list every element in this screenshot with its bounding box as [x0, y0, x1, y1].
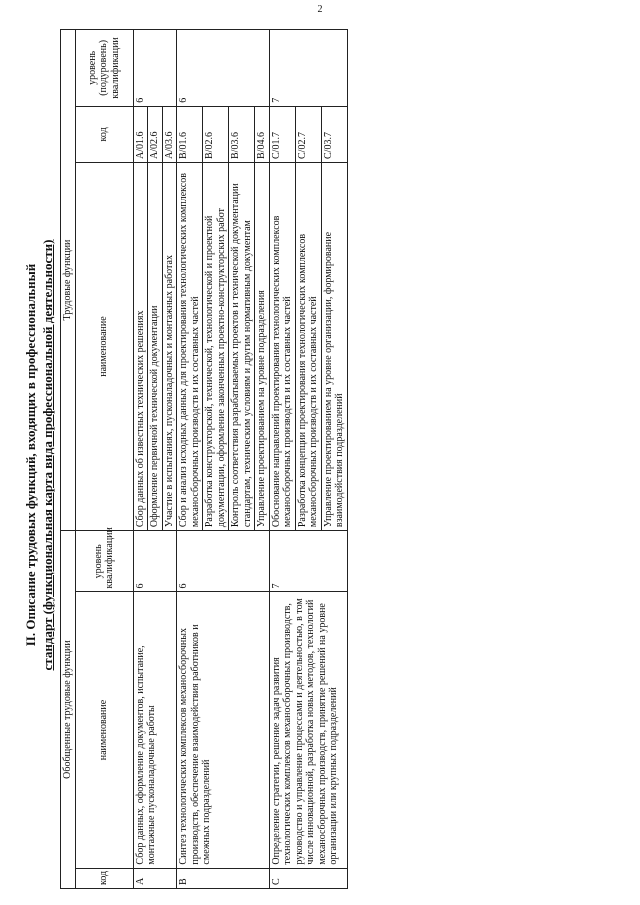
gen-level: 6 — [177, 531, 270, 592]
func-name: Оформление первичной технической документации — [148, 162, 163, 530]
functional-map-table — [60, 29, 348, 889]
gen-name: Сбор данных, оформление документов, испытание, монтажные пусконаладочные работы — [133, 592, 177, 868]
func-name: Сбор и анализ исходных данных для проектирования технологических комплексов механосборочных производств и их составных частей — [177, 162, 203, 530]
func-name: Обоснование направлений проектирования технологических комплексов механосборочных производств и их составных частей — [269, 162, 295, 530]
gen-level: 7 — [269, 531, 347, 592]
func-name: Участие в испытаниях, пусконаладочных и монтажных работах — [162, 162, 177, 530]
func-code: B/04.6 — [255, 106, 270, 162]
header-name2: наименование — [75, 162, 133, 530]
header-qual-level: уровень квалификации — [75, 531, 133, 592]
section-subtitle: стандарт (функциональная карта вида профессиональной деятельности) — [40, 239, 55, 671]
gen-name: Определение стратегии, решение задач развития технологических комплексов механосборочных производств, руководство и управление процессами и деятельностью, в том числе инновационной, разработка новых методов, технологий механосборочных производств, принятие решений на уровне организации или крупных подразделений — [269, 592, 347, 868]
func-name: Контроль соответствия разрабатываемых проектов и технической документации стандартам, техническим условиям и другим нормативным документам — [229, 162, 255, 530]
section-title: II. Описание трудовых функций, входящих в профессиональный — [23, 263, 38, 647]
gen-code: A — [133, 868, 177, 888]
func-code: B/03.6 — [229, 106, 255, 162]
gen-level: 6 — [133, 531, 177, 592]
func-name: Управление проектированием на уровне подразделения — [255, 162, 270, 530]
func-name: Разработка концепции проектирования технологических комплексов механосборочных производств и их составных частей — [295, 162, 321, 530]
func-code: C/01.7 — [269, 106, 295, 162]
func-code: B/02.6 — [203, 106, 229, 162]
func-sublevel: 7 — [269, 30, 347, 107]
header-name: наименование — [75, 592, 133, 868]
gen-name: Синтез технологических комплексов механосборочных производств, обеспечение взаимодействия работников и смежных подразделений — [177, 592, 270, 868]
page-number: 2 — [317, 4, 323, 15]
header-code2: код — [75, 106, 133, 162]
func-sublevel: 6 — [177, 30, 270, 107]
func-sublevel: 6 — [133, 30, 177, 107]
header-generalized: Обобщенные трудовые функции — [61, 531, 76, 889]
header-code: код — [75, 868, 133, 888]
func-code: C/03.7 — [321, 106, 347, 162]
header-labor-functions: Трудовые функции — [61, 30, 76, 531]
func-name: Сбор данных об известных технических решениях — [133, 162, 148, 530]
gen-code: B — [177, 868, 270, 888]
func-name: Разработка конструкторской, технической, технологической и проектной документации, оформление законченных проектно-конструкторских работ — [203, 162, 229, 530]
func-code: A/01.6 — [133, 106, 148, 162]
func-code: A/03.6 — [162, 106, 177, 162]
func-code: C/02.7 — [295, 106, 321, 162]
header-sublevel: уровень (подуровень) квалификации — [75, 30, 133, 107]
gen-code: C — [269, 868, 347, 888]
rotated-page-content — [10, 15, 630, 895]
func-code: A/02.6 — [148, 106, 163, 162]
func-name: Управление проектированием на уровне организации, формирование взаимодействия подразделений — [321, 162, 347, 530]
func-code: B/01.6 — [177, 106, 203, 162]
